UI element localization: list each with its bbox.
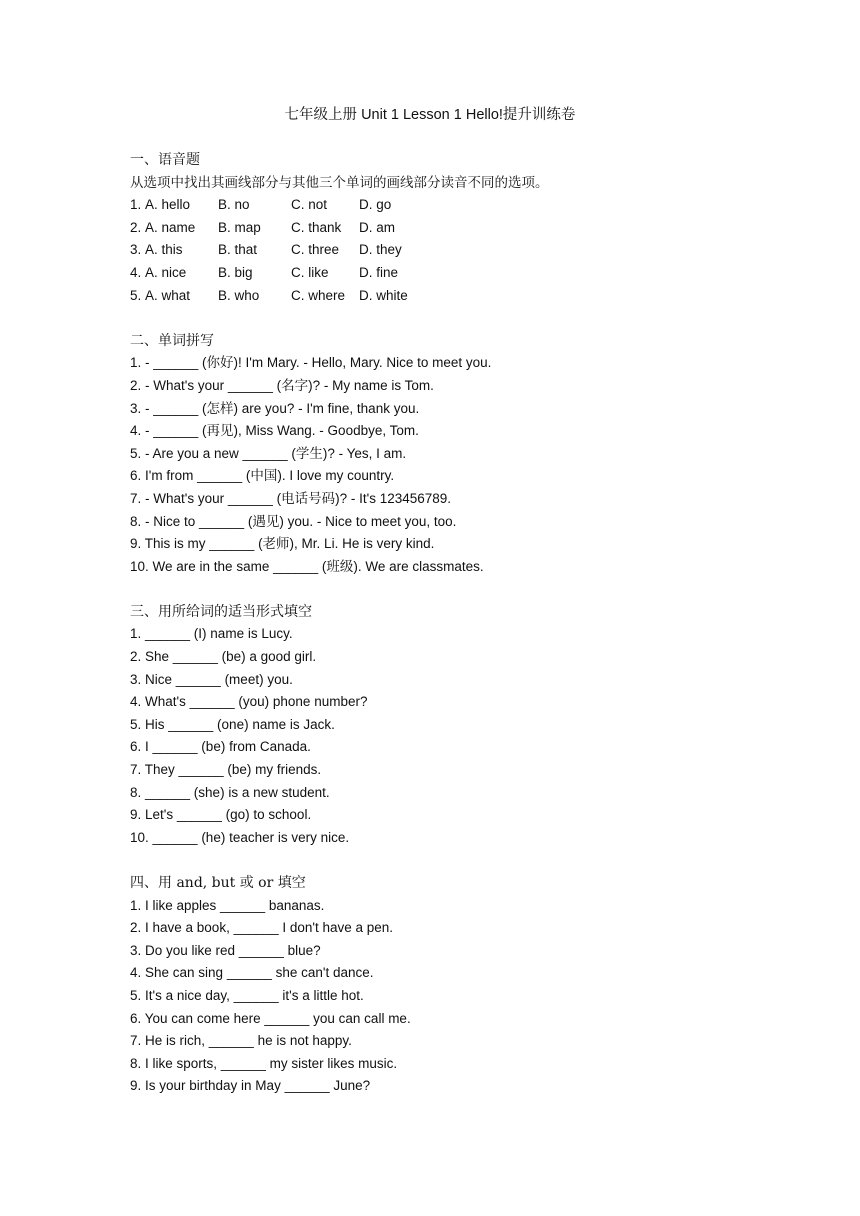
option-d: D. go: [359, 197, 392, 213]
spacer: [130, 849, 770, 872]
spacer: [130, 578, 770, 601]
option-b: B. who: [218, 287, 260, 303]
question-line: 10. ______ (he) teacher is very nice.: [130, 829, 350, 845]
option-c: C. where: [291, 287, 346, 303]
option-c: C. thank: [291, 219, 342, 235]
option-c: C. not: [291, 197, 328, 213]
choice-question: [130, 285, 770, 308]
question-list: [130, 194, 770, 307]
choice-question: [130, 194, 770, 217]
question-line: 2. She ______ (be) a good girl.: [130, 649, 317, 665]
question-line: 7. - What's your ______ (电话号码)? - It's 123456789.: [130, 490, 452, 506]
question-line: 7. They ______ (be) my friends.: [130, 762, 322, 778]
option-d: D. fine: [359, 264, 399, 280]
question-line: 8. ______ (she) is a new student.: [130, 784, 330, 800]
section-instruction: 从选项中找出其画线部分与其他三个单词的画线部分读音不同的选项。: [130, 174, 549, 191]
option-c: C. like: [291, 264, 329, 280]
option-b: B. that: [218, 242, 258, 258]
question-line: 9. Is your birthday in May ______ June?: [130, 1078, 371, 1094]
question-line: 4. She can sing ______ she can't dance.: [130, 965, 374, 981]
question-line: 6. I'm from ______ (中国). I love my country.: [130, 468, 395, 484]
choice-question: [130, 262, 770, 285]
option-b: B. no: [218, 197, 250, 213]
question-line: 9. Let's ______ (go) to school.: [130, 807, 312, 823]
spacer: [130, 307, 770, 330]
option-a: A. hello: [145, 197, 191, 213]
page-title: 七年级上册 Unit 1 Lesson 1 Hello!提升训练卷: [284, 107, 576, 123]
question-number: 5.: [130, 287, 142, 303]
question-number: 3.: [130, 242, 142, 258]
question-line: 2. - What's your ______ (名字)? - My name is Tom.: [130, 377, 434, 393]
section-heading: 三、用所给词的适当形式填空: [130, 603, 312, 620]
question-line: 8. I like sports, ______ my sister likes music.: [130, 1055, 398, 1071]
section-conjunctions: [130, 872, 770, 1098]
section-spelling: [130, 330, 770, 579]
question-line: 10. We are in the same ______ (班级). We are classmates.: [130, 558, 484, 574]
question-line: 1. ______ (I) name is Lucy.: [130, 626, 293, 642]
question-line: 9. This is my ______ (老师), Mr. Li. He is very kind.: [130, 536, 435, 552]
choice-question: [130, 217, 770, 240]
worksheet-content: [130, 149, 770, 1098]
question-line: 4. - ______ (再见), Miss Wang. - Goodbye, Tom.: [130, 423, 419, 439]
section-heading: 二、单词拼写: [130, 332, 214, 349]
question-number: 4.: [130, 264, 142, 280]
question-line: 5. His ______ (one) name is Jack.: [130, 716, 335, 732]
question-line: 4. What's ______ (you) phone number?: [130, 694, 368, 710]
option-b: B. big: [218, 264, 253, 280]
question-line: 6. I ______ (be) from Canada.: [130, 739, 311, 755]
option-a: A. name: [145, 219, 196, 235]
option-a: A. what: [145, 287, 191, 303]
question-line: 6. You can come here ______ you can call me.: [130, 1010, 411, 1026]
question-line: 5. It's a nice day, ______ it's a little hot.: [130, 987, 364, 1003]
section-heading: 四、用 and, but 或 or 填空: [130, 875, 306, 891]
question-line: 7. He is rich, ______ he is not happy.: [130, 1033, 352, 1049]
choice-question: [130, 239, 770, 262]
question-line: 3. Nice ______ (meet) you.: [130, 671, 293, 687]
option-a: A. this: [145, 242, 183, 258]
question-line: 5. - Are you a new ______ (学生)? - Yes, I am.: [130, 445, 407, 461]
question-line: 2. I have a book, ______ I don't have a pen.: [130, 920, 394, 936]
question-line: 3. Do you like red ______ blue?: [130, 942, 321, 958]
question-line: 1. - ______ (你好)! I'm Mary. - Hello, Mary. Nice to meet you.: [130, 355, 492, 371]
section-phonetics: [130, 149, 770, 307]
option-a: A. nice: [145, 264, 187, 280]
section-heading: 一、语音题: [130, 152, 200, 168]
section-word-forms: [130, 601, 770, 850]
option-d: D. they: [359, 242, 402, 258]
option-b: B. map: [218, 219, 261, 235]
question-line: 8. - Nice to ______ (遇见) you. - Nice to meet you, too.: [130, 513, 457, 529]
option-c: C. three: [291, 242, 340, 258]
question-line: 1. I like apples ______ bananas.: [130, 897, 325, 913]
question-number: 2.: [130, 219, 142, 235]
question-line: 3. - ______ (怎样) are you? - I'm fine, thank you.: [130, 400, 420, 416]
question-number: 1.: [130, 197, 142, 213]
option-d: D. white: [359, 287, 408, 303]
option-d: D. am: [359, 219, 396, 235]
